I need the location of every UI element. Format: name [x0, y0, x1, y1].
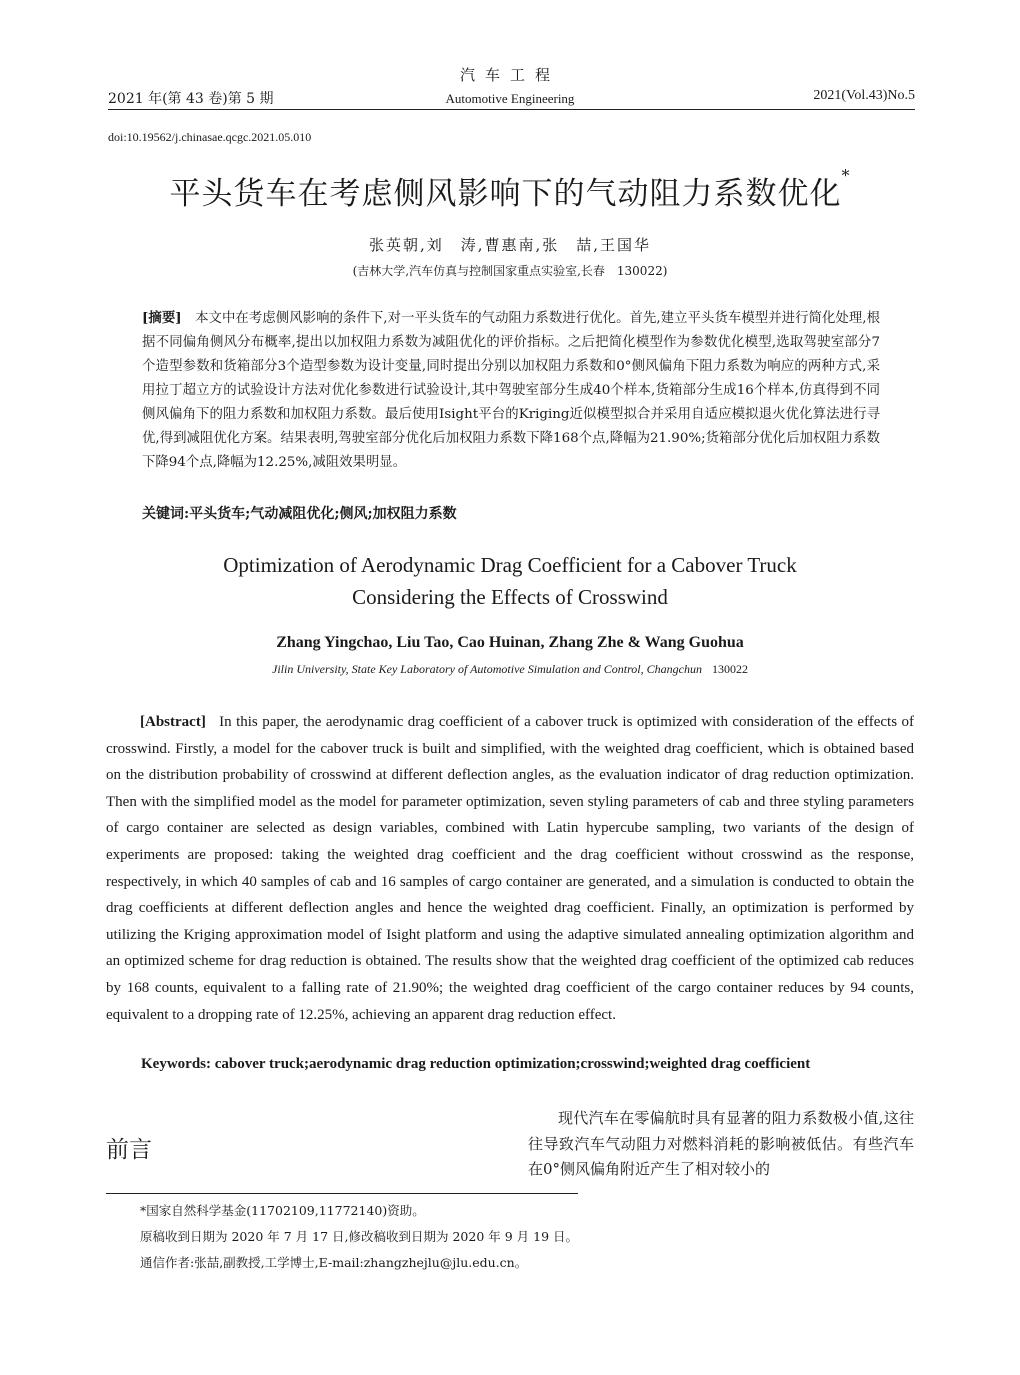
- doi[interactable]: doi:10.19562/j.chinasae.qcgc.2021.05.010: [108, 130, 312, 144]
- footnote-dates: 原稿收到日期为 2020 年 7 月 17 日,修改稿收到日期为 2020 年 9 月 19 日。: [140, 1229, 578, 1244]
- affiliation-en-text: Jilin University, State Key Laboratory of Automotive Simulation and Control, Changchun: [272, 662, 702, 676]
- affiliation-cn: (吉林大学,汽车仿真与控制国家重点实验室,长春 130022): [352, 264, 668, 278]
- journal-name-cn: 汽车工程: [459, 66, 560, 84]
- keywords-en: Keywords: cabover truck;aerodynamic drag reduction optimization;crosswind;weighted drag coefficient: [141, 1056, 811, 1072]
- footnote-corresponding-author: 通信作者:张喆,副教授,工学博士,E-mail:zhangzhejlu@jlu.edu.cn。: [140, 1255, 528, 1270]
- title-footnote-mark: *: [841, 166, 851, 185]
- intro-paragraph: 现代汽车在零偏航时具有显著的阻力系数极小值,这往往导致汽车气动阻力对燃料消耗的影响被低估。有些汽车在0°侧风偏角附近产生了相对较小的: [528, 1109, 914, 1178]
- abstract-cn-tag: [摘要]: [142, 310, 182, 326]
- affiliation-en-zip: 130022: [711, 662, 748, 676]
- abstract-cn-text: 本文中在考虑侧风影响的条件下,对一平头货车的气动阻力系数进行优化。首先,建立平头货车模型并进行简化处理,根据不同偏角侧风分布概率,提出以加权阻力系数为减阻优化的评价指标。之后把简化模型作为参数优化模型,选取驾驶室部分7个造型参数和货箱部分3个造型参数为设计变量,同时提出分别以加权阻力系数和0°侧风偏角下阻力系数为响应的两种方式,采用拉丁超立方的试验设计方法对优化参数进行试验设计,其中驾驶室部分生成40个样本,货箱部分生成16个样本,仿真得到不同侧风偏角下的阻力系数和加权阻力系数。最后使用Isight平台的Kriging近似模型拟合并采用自适应模拟退火优化算法进行寻优,得到减阻优化方案。结果表明,驾驶室部分优化后加权阻力系数下降168个点,降幅为21.90%;货箱部分优化后加权阻力系数下降94个点,降幅为12.25%,减阻效果明显。: [142, 311, 881, 470]
- issue-info-en: 2021(Vol.43)No.5: [813, 88, 915, 103]
- paper-title-cn: [0, 168, 1020, 213]
- keywords-cn: 关键词:平头货车;气动减阻优化;侧风;加权阻力系数: [142, 506, 457, 522]
- abstract-en-text: In this paper, the aerodynamic drag coefficient of a cabover truck is optimized with consideration of the effects of crosswind. Firstly, a model for the cabover truck is built and simplified, with the weighted drag coefficient, which is obtained based on the distribution probability of crosswind at different deflection angles, as the evaluation indicator of drag reduction optimization. Then with the simplified model as the model for parameter optimization, seven styling parameters of cab and three styling parameters of cargo container are selected as design variables, combined with Latin hypercube sampling, two variants of the design of experiments are proposed: taking the weighted drag coefficient and the drag coefficient without crosswind as the response, respectively, in which 40 samples of cab and 16 samples of cargo container are generated, and a simulation is conducted to obtain the drag coefficients at different deflection angles and hence the weighted drag coefficient. Finally, an optimization is performed by utilizing the Kriging approximation model of Isight platform and using the adaptive simulated annealing optimization algorithm and an optimized scheme for drag reduction is obtained. The results show that the weighted drag coefficient of the optimized cab reduces by 168 counts, equivalent to a falling rate of 21.90%; the weighted drag coefficient of the cargo container reduces by 94 counts, equivalent to a dropping rate of 12.25%, achieving an apparent drag reduction effect.: [106, 714, 915, 1023]
- section-heading: 前言: [106, 1137, 152, 1163]
- abstract-en-tag: [Abstract]: [140, 714, 206, 730]
- authors-cn: 张英朝,刘 涛,曹惠南,张 喆,王国华: [368, 236, 652, 254]
- journal-name-en: Automotive Engineering: [445, 91, 575, 106]
- abstract-cn: [142, 306, 880, 475]
- authors-en: Zhang Yingchao, Liu Tao, Cao Huinan, Zhang Zhe & Wang Guohua: [276, 634, 744, 651]
- title-en-line-2: Considering the Effects of Crosswind: [352, 585, 668, 609]
- paper-title-en: [0, 549, 1020, 613]
- abstract-en: [106, 709, 914, 1028]
- footnote-rule: [106, 1193, 578, 1194]
- footnote-funding: *国家自然科学基金(11702109,11772140)资助。: [140, 1203, 425, 1218]
- title-en-line-1: Optimization of Aerodynamic Drag Coefficient for a Cabover Truck: [223, 553, 797, 577]
- affiliation-en: [0, 662, 1020, 677]
- issue-info-cn: 2021 年(第 43 卷)第 5 期: [108, 91, 274, 107]
- title-text: 平头货车在考虑侧风影响下的气动阻力系数优化: [169, 176, 842, 212]
- header-rule: [108, 109, 915, 110]
